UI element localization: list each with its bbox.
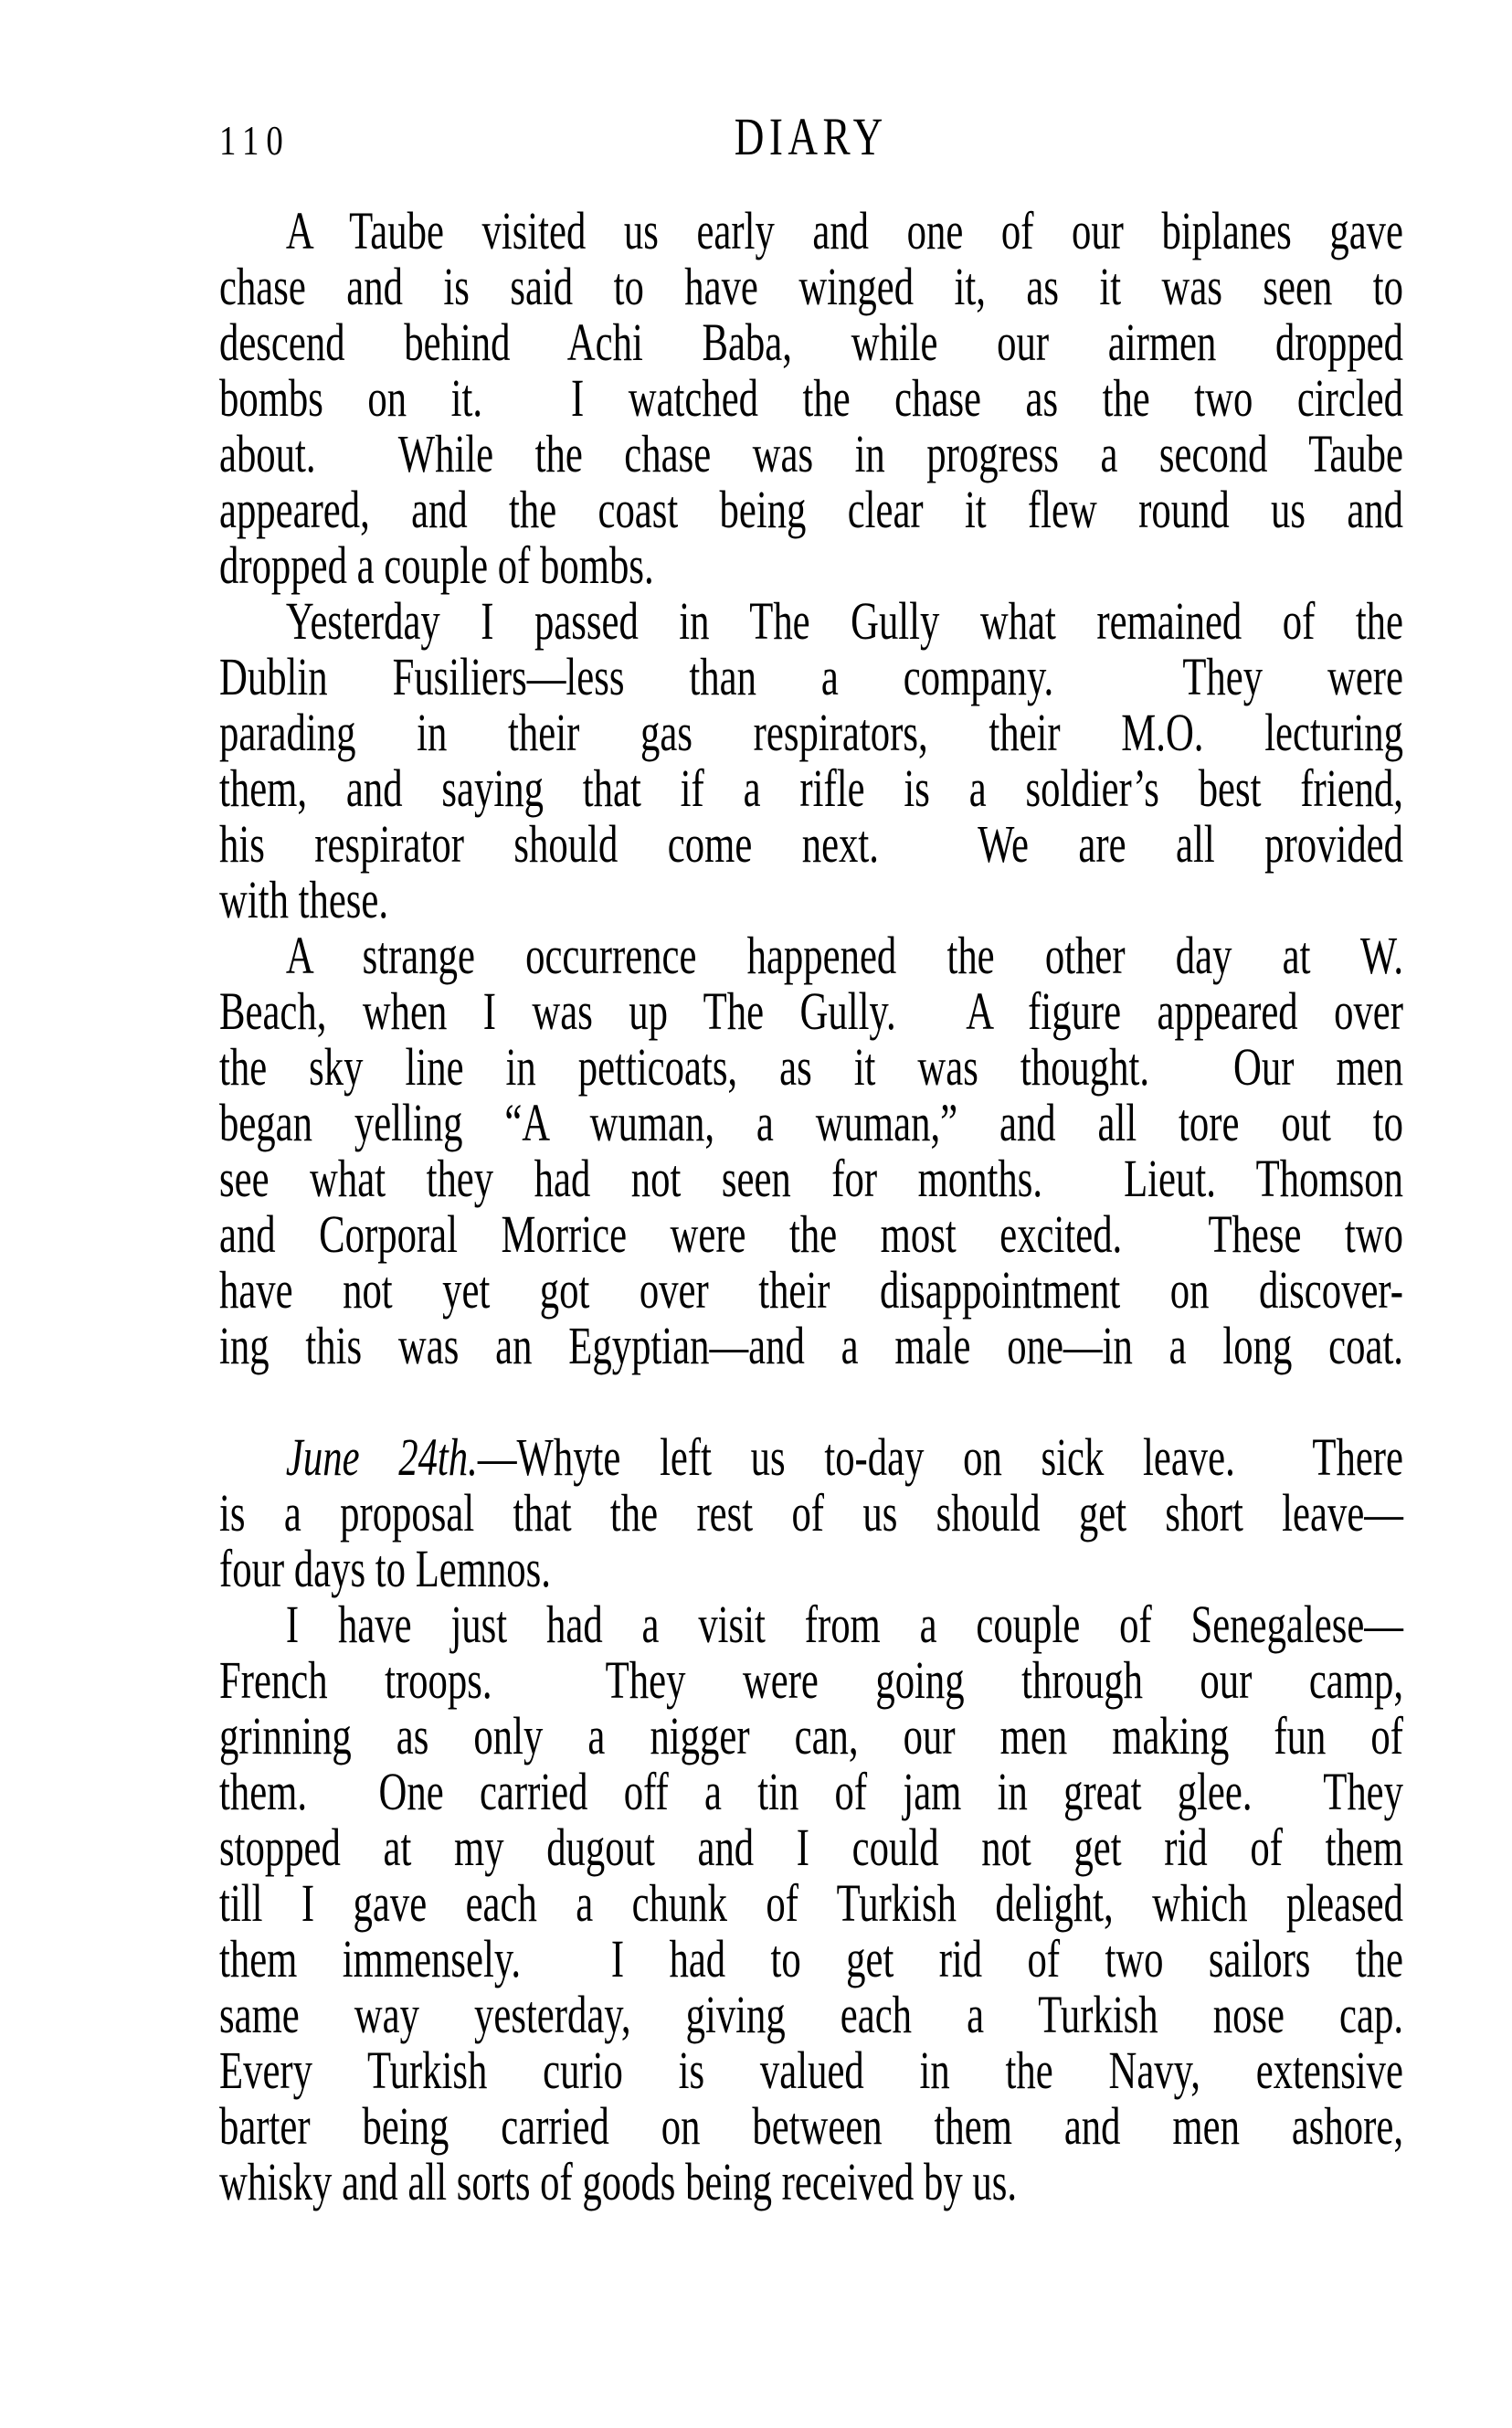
text-line: dropped a couple of bombs.: [219, 535, 654, 595]
text-line: see what they had not seen for months. Lieut. Thomson: [219, 1149, 1403, 1208]
entry-text: —Whyte left us to-day on sick leave. There: [477, 1427, 1403, 1487]
text-line: his respirator should come next. We are all provided: [219, 814, 1403, 874]
paragraph: [219, 928, 1403, 1373]
text-line: barter being carried on between them and men ashore,: [219, 2096, 1403, 2156]
paragraph: [219, 203, 1403, 593]
text-line: bombs on it. I watched the chase as the two circled: [219, 368, 1403, 428]
entry-date-italic: June 24th.: [285, 1427, 478, 1487]
text-line: Every Turkish curio is valued in the Navy, extensive: [219, 2041, 1403, 2100]
text-line: same way yesterday, giving each a Turkish nose cap.: [219, 1985, 1403, 2044]
text-line: grinning as only a nigger can, our men making fun of: [219, 1706, 1403, 1765]
text-line: Yesterday I passed in The Gully what remained of the: [285, 591, 1403, 651]
text-line: Dublin Fusiliers—less than a company. They were: [219, 647, 1403, 706]
text-line: them immensely. I had to get rid of two sailors the: [219, 1929, 1403, 1988]
paragraph: [219, 1429, 1403, 1596]
text-line: have not yet got over their disappointment on discover-: [219, 1260, 1403, 1320]
text-line: them, and saying that if a rifle is a soldier’s best friend,: [219, 758, 1403, 818]
paragraph: [219, 1596, 1403, 2210]
running-title: DIARY: [734, 107, 889, 166]
text-line: French troops. They were going through our camp,: [219, 1650, 1403, 1710]
text-line: them. One carried off a tin of jam in great glee. They: [219, 1762, 1403, 1821]
text-line: [219, 1429, 1403, 1485]
text-line: A Taube visited us early and one of our biplanes gave: [285, 201, 1403, 260]
text-line: is a proposal that the rest of us should get short leave—: [219, 1483, 1403, 1543]
text-line: ing this was an Egyptian—and a male one—in a long coat.: [219, 1316, 1403, 1375]
page-number: 110: [219, 117, 291, 164]
text-block: [219, 203, 1403, 2210]
text-line: chase and is said to have winged it, as it was seen to: [219, 257, 1403, 316]
text-line: appeared, and the coast being clear it flew round us and: [219, 480, 1403, 539]
text-line: whisky and all sorts of goods being received by us.: [219, 2152, 1018, 2211]
text-line: four days to Lemnos.: [219, 1539, 551, 1598]
text-line: stopped at my dugout and I could not get rid of them: [219, 1818, 1403, 1877]
text-line: with these.: [219, 870, 389, 929]
text-line: till I gave each a chunk of Turkish delight, which pleased: [219, 1873, 1403, 1933]
text-line: descend behind Achi Baba, while our airmen dropped: [219, 313, 1403, 372]
paragraph: [219, 593, 1403, 928]
text-line: Beach, when I was up The Gully. A figure appeared over: [219, 981, 1403, 1041]
text-line: I have just had a visit from a couple of Senegalese—: [285, 1595, 1403, 1654]
text-line: the sky line in petticoats, as it was thought. Our men: [219, 1037, 1403, 1097]
text-line: parading in their gas respirators, their M.O. lecturing: [219, 703, 1403, 762]
text-line: and Corporal Morrice were the most excited. These two: [219, 1204, 1403, 1264]
text-line: about. While the chase was in progress a second Taube: [219, 424, 1403, 483]
running-title-wrap: [219, 107, 1403, 166]
text-line: began yelling “A wuman, a wuman,” and all tore out to: [219, 1093, 1403, 1152]
text-line: A strange occurrence happened the other day at W.: [285, 926, 1403, 985]
